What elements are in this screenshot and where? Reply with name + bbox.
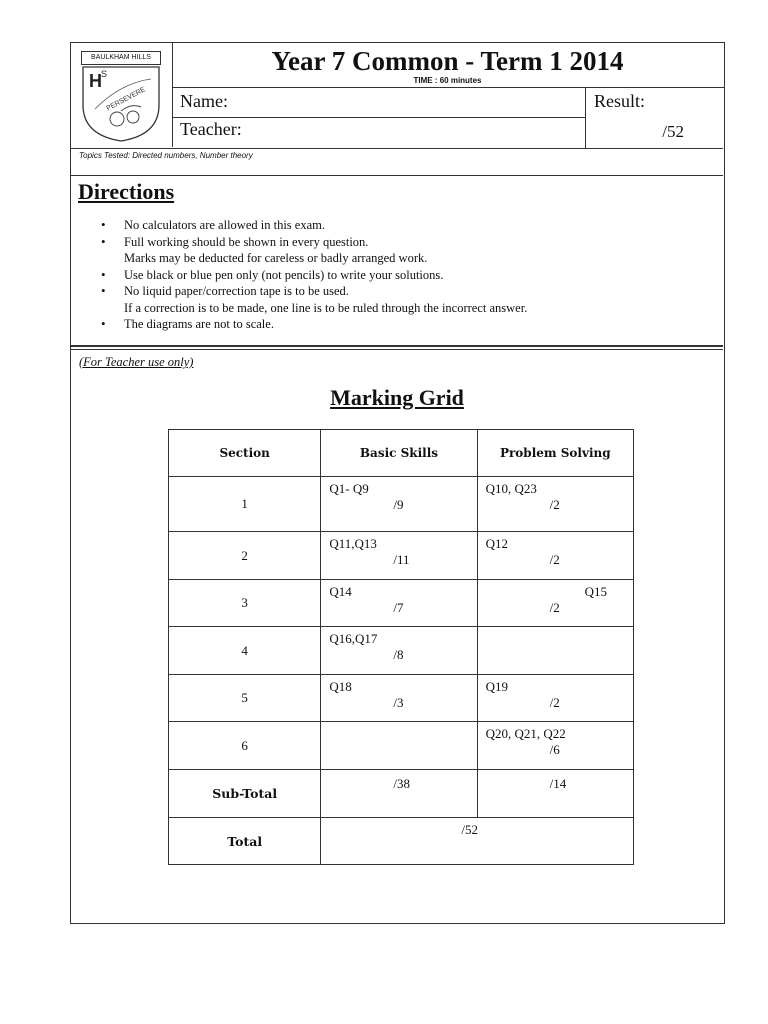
section-cell: 2 — [169, 532, 321, 580]
topics-tested: Topics Tested: Directed numbers, Number theory — [79, 151, 253, 160]
svg-text:H: H — [89, 71, 102, 91]
total-cell[interactable]: /52 — [321, 818, 634, 865]
school-name: BAULKHAM HILLS — [81, 51, 161, 65]
problem-solving-cell[interactable]: Q20, Q21, Q22 /6 — [477, 722, 633, 770]
teacher-use-note: (For Teacher use only) — [79, 355, 194, 369]
subtotal-basic-cell[interactable]: /38 — [321, 770, 477, 818]
basic-skills-cell[interactable]: Q18 /3 — [321, 675, 477, 722]
header-section: Section — [169, 430, 321, 477]
table-header-row — [169, 430, 634, 477]
problem-solving-cell[interactable]: Q19 /2 — [477, 675, 633, 722]
table-row — [169, 722, 634, 770]
school-crest-icon — [81, 65, 161, 143]
divider — [71, 175, 723, 176]
header-problem-solving: Problem Solving — [477, 430, 633, 477]
subtotal-label: Sub-Total — [169, 770, 321, 818]
svg-text:PERSEVERE: PERSEVERE — [105, 86, 147, 113]
section-cell: 4 — [169, 627, 321, 675]
teacher-field[interactable] — [172, 116, 585, 147]
problem-solving-cell[interactable]: Q12 /2 — [477, 532, 633, 580]
directions-title: Directions — [78, 179, 175, 204]
result-total: /52 — [662, 122, 684, 141]
direction-item: • Full working should be shown in every question. Marks may be deducted for careless or badly arranged work. — [101, 234, 527, 267]
section-cell: 1 — [169, 477, 321, 532]
header-basic-skills: Basic Skills — [321, 430, 477, 477]
table-row — [169, 477, 634, 532]
section-cell: 3 — [169, 580, 321, 627]
section-cell: 6 — [169, 722, 321, 770]
direction-item: • The diagrams are not to scale. — [101, 316, 527, 333]
name-field[interactable] — [172, 87, 585, 118]
table-row — [169, 532, 634, 580]
exam-cover-page — [70, 42, 725, 924]
header — [71, 43, 723, 149]
basic-skills-cell[interactable]: Q16,Q17 /8 — [321, 627, 477, 675]
problem-solving-cell[interactable]: Q15 /2 — [477, 580, 633, 627]
exam-title: Year 7 Common - Term 1 2014 — [271, 46, 624, 76]
marking-grid-title: Marking Grid — [330, 385, 464, 410]
exam-time: TIME : 60 minutes — [413, 76, 482, 85]
svg-text:S: S — [101, 69, 108, 79]
section-cell: 5 — [169, 675, 321, 722]
result-label: Result: — [594, 91, 646, 111]
direction-item: • No calculators are allowed in this exam. — [101, 217, 527, 234]
subtotal-row — [169, 770, 634, 818]
subtotal-problem-cell[interactable]: /14 — [477, 770, 633, 818]
marking-grid-table — [168, 429, 634, 865]
basic-skills-cell[interactable]: Q11,Q13 /11 — [321, 532, 477, 580]
school-logo — [71, 43, 173, 147]
table-row — [169, 675, 634, 722]
teacher-label: Teacher: — [180, 119, 242, 139]
table-row — [169, 580, 634, 627]
table-row — [169, 627, 634, 675]
total-row — [169, 818, 634, 865]
problem-solving-cell[interactable] — [477, 627, 633, 675]
basic-skills-cell[interactable]: Q14 /7 — [321, 580, 477, 627]
problem-solving-cell[interactable]: Q10, Q23 /2 — [477, 477, 633, 532]
result-field[interactable] — [585, 87, 724, 148]
double-divider — [71, 345, 723, 350]
basic-skills-cell[interactable] — [321, 722, 477, 770]
direction-item: • Use black or blue pen only (not pencils) to write your solutions. — [101, 267, 527, 284]
direction-item: • No liquid paper/correction tape is to be used. If a correction is to be made, one line is to be ruled through the incorrect answer. — [101, 283, 527, 316]
name-label: Name: — [180, 91, 228, 111]
directions-list — [101, 217, 527, 333]
basic-skills-cell[interactable]: Q1- Q9 /9 — [321, 477, 477, 532]
total-label: Total — [169, 818, 321, 865]
